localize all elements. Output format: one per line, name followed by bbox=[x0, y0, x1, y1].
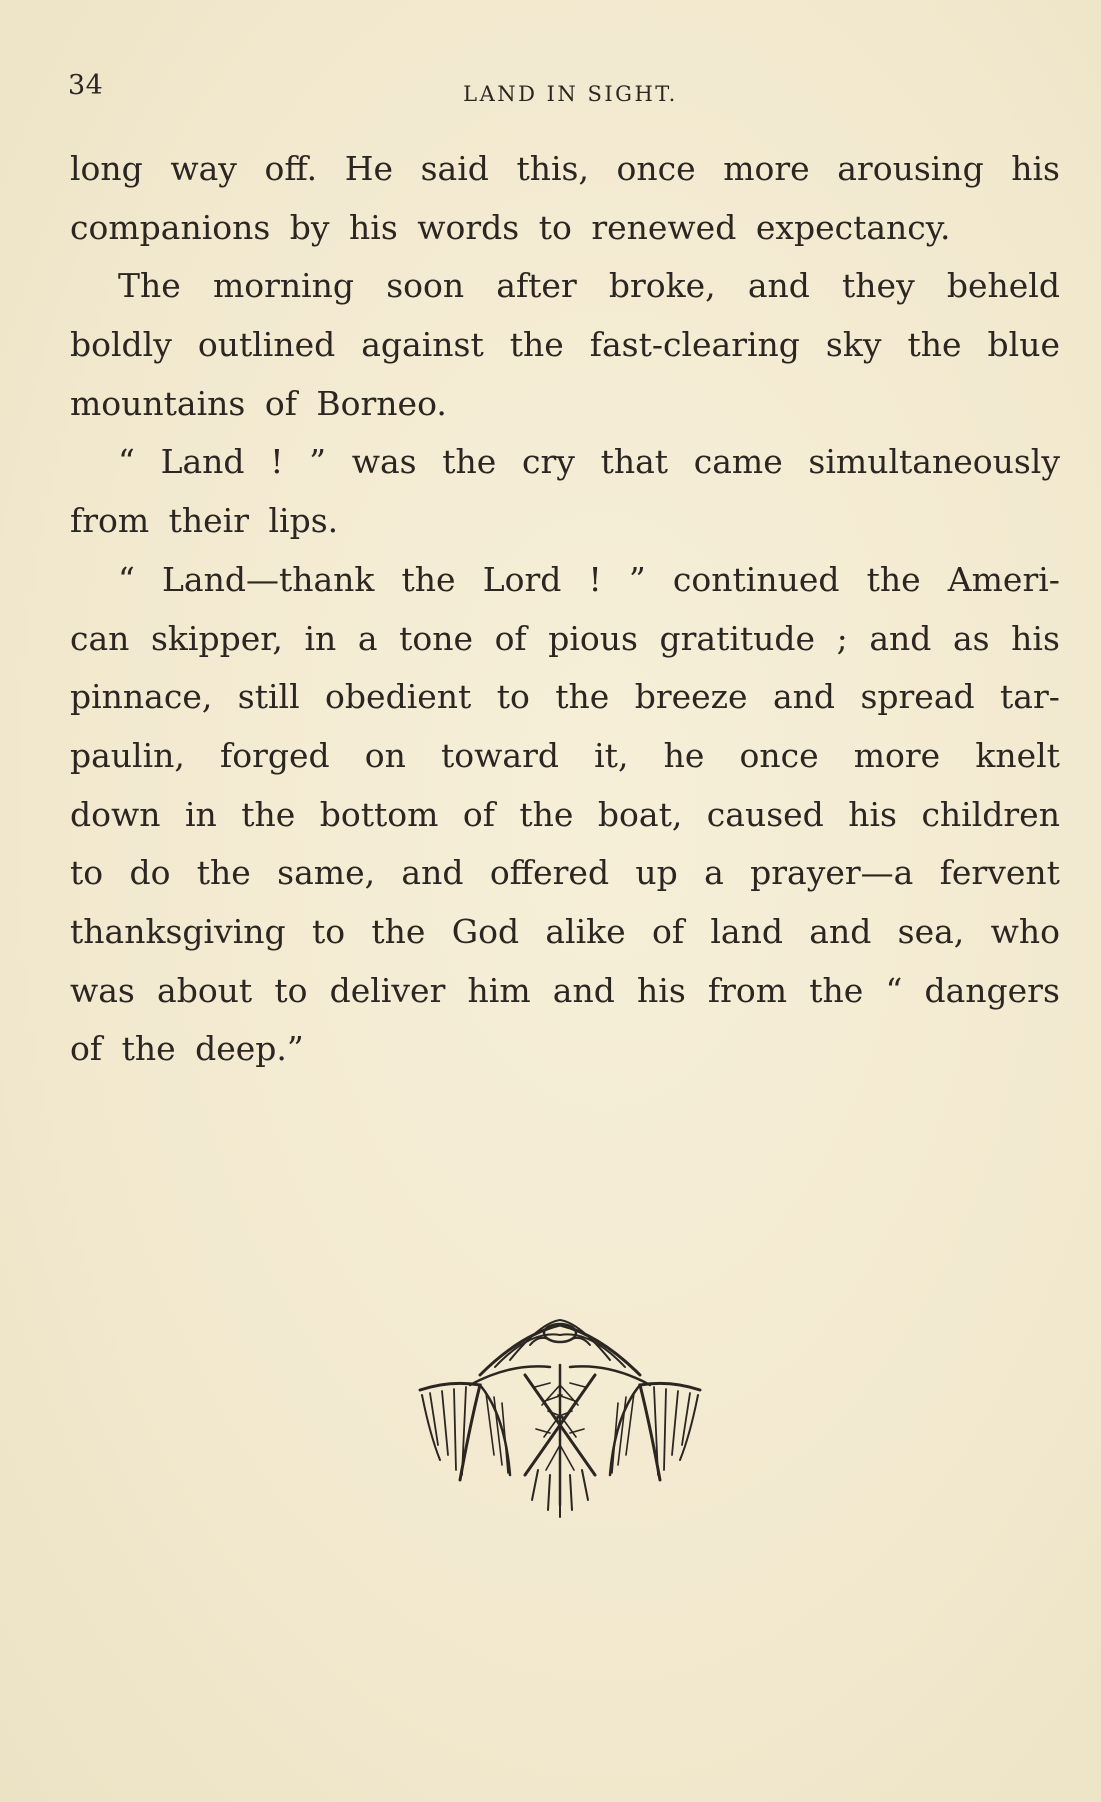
word: sky bbox=[825, 325, 882, 365]
word: fervent bbox=[939, 853, 1060, 893]
word: to bbox=[496, 677, 530, 717]
word: pinnace, bbox=[70, 677, 213, 717]
word: ! bbox=[588, 559, 602, 599]
word: ” bbox=[309, 442, 327, 482]
word: obedient bbox=[325, 677, 472, 717]
word: the bbox=[519, 794, 574, 834]
word: was bbox=[351, 442, 417, 482]
word: the bbox=[555, 677, 610, 717]
word: and bbox=[747, 266, 810, 306]
text-line: mountains of Borneo. bbox=[70, 383, 447, 423]
body-text bbox=[70, 140, 1060, 1079]
word: simultaneously bbox=[808, 442, 1060, 482]
word: of bbox=[494, 618, 527, 658]
text-line bbox=[70, 844, 1060, 903]
word: once bbox=[616, 149, 696, 188]
word: was bbox=[70, 970, 135, 1010]
word: boat, bbox=[597, 794, 683, 834]
word: “ bbox=[118, 442, 135, 482]
word: pious bbox=[548, 618, 638, 658]
word: spread bbox=[860, 677, 975, 717]
word: children bbox=[921, 794, 1060, 834]
word: the bbox=[809, 970, 864, 1010]
word: him bbox=[467, 970, 531, 1010]
word: and bbox=[869, 618, 932, 658]
word: his bbox=[848, 794, 897, 834]
word: ” bbox=[628, 559, 646, 599]
word: they bbox=[842, 266, 915, 306]
page-number: 34 bbox=[68, 70, 104, 101]
word: offered bbox=[489, 853, 610, 893]
word: that bbox=[600, 442, 669, 482]
word: can bbox=[70, 618, 130, 658]
word: paulin, bbox=[70, 735, 185, 775]
word: after bbox=[496, 266, 577, 306]
word: the bbox=[371, 911, 426, 951]
word: and bbox=[809, 911, 872, 951]
text-line bbox=[70, 727, 1060, 786]
word: God bbox=[451, 911, 520, 951]
word: this, bbox=[516, 149, 589, 188]
word: The bbox=[118, 266, 181, 306]
word: of bbox=[462, 794, 495, 834]
word: outlined bbox=[197, 325, 336, 365]
word: he bbox=[663, 735, 705, 775]
word: off. bbox=[264, 149, 318, 188]
word: about bbox=[157, 970, 253, 1010]
text-line bbox=[70, 316, 1060, 375]
word: “ bbox=[885, 970, 903, 1010]
word: blue bbox=[987, 325, 1060, 365]
word: on bbox=[364, 735, 406, 775]
word: ; bbox=[836, 618, 848, 658]
word: it, bbox=[594, 735, 629, 775]
word: sea, bbox=[897, 911, 965, 951]
word: the bbox=[866, 559, 921, 599]
word: “ bbox=[118, 559, 135, 599]
text-line: of the deep.” bbox=[70, 1029, 304, 1069]
word: the bbox=[509, 325, 564, 365]
word: came bbox=[693, 442, 783, 482]
word: to bbox=[311, 911, 346, 951]
word: Land—thank bbox=[162, 559, 375, 599]
word: his bbox=[637, 970, 686, 1010]
word: caused bbox=[706, 794, 824, 834]
word: fast-clearing bbox=[589, 325, 800, 365]
running-head: LAND IN SIGHT. bbox=[463, 82, 678, 106]
word: and bbox=[772, 677, 836, 717]
text-line bbox=[70, 786, 1060, 845]
word: morning bbox=[212, 266, 355, 306]
word: the bbox=[442, 442, 497, 482]
text-line: companions by his words to renewed expectancy. bbox=[70, 207, 951, 247]
text-line bbox=[70, 433, 1060, 492]
word: gratitude bbox=[659, 618, 816, 658]
word: said bbox=[420, 149, 489, 188]
word: boldly bbox=[70, 325, 172, 365]
word: toward bbox=[441, 735, 559, 775]
word: He bbox=[344, 149, 394, 188]
word: ! bbox=[270, 442, 284, 482]
word: still bbox=[237, 677, 300, 717]
word: a bbox=[704, 853, 724, 893]
word: same, bbox=[277, 853, 376, 893]
word: breeze bbox=[634, 677, 748, 717]
text-line bbox=[70, 551, 1060, 610]
word: against bbox=[361, 325, 484, 365]
word: the bbox=[401, 559, 456, 599]
word: as bbox=[952, 618, 990, 658]
text-line bbox=[70, 257, 1060, 316]
word: arousing bbox=[837, 149, 984, 188]
word: the bbox=[907, 325, 962, 365]
word: cry bbox=[522, 442, 575, 482]
word: the bbox=[196, 853, 251, 893]
word: once bbox=[739, 735, 819, 775]
word: deliver bbox=[329, 970, 446, 1010]
word: down bbox=[70, 794, 161, 834]
text-line bbox=[70, 668, 1060, 727]
word: dangers bbox=[924, 970, 1060, 1010]
word: forged bbox=[220, 735, 330, 775]
word: do bbox=[129, 853, 171, 893]
word: to bbox=[70, 853, 104, 893]
word: thanksgiving bbox=[70, 911, 286, 951]
word: continued bbox=[672, 559, 840, 599]
text-line bbox=[70, 903, 1060, 962]
word: his bbox=[1011, 149, 1060, 188]
word: way bbox=[170, 149, 237, 188]
word: from bbox=[707, 970, 788, 1010]
text-line: from their lips. bbox=[70, 501, 339, 541]
text-line bbox=[70, 140, 1060, 199]
word: more bbox=[723, 149, 810, 188]
word: land bbox=[710, 911, 783, 951]
text-line bbox=[70, 962, 1060, 1021]
word: the bbox=[241, 794, 296, 834]
word: soon bbox=[386, 266, 465, 306]
word: skipper, bbox=[150, 618, 283, 658]
word: knelt bbox=[975, 735, 1060, 775]
word: broke, bbox=[608, 266, 716, 306]
word: bottom bbox=[319, 794, 439, 834]
word: his bbox=[1011, 618, 1060, 658]
word: in bbox=[304, 618, 337, 658]
word: beheld bbox=[946, 266, 1060, 306]
text-line bbox=[70, 610, 1060, 669]
word: prayer—a bbox=[750, 853, 914, 893]
word: to bbox=[274, 970, 308, 1010]
word: Lord bbox=[482, 559, 562, 599]
word: tone bbox=[399, 618, 473, 658]
word: alike bbox=[545, 911, 626, 951]
word: and bbox=[552, 970, 615, 1010]
word: long bbox=[70, 149, 143, 188]
word: in bbox=[184, 794, 217, 834]
word: a bbox=[357, 618, 378, 658]
word: up bbox=[635, 853, 678, 893]
word: who bbox=[990, 911, 1060, 951]
fern-vignette-icon bbox=[410, 1305, 710, 1520]
word: and bbox=[401, 853, 464, 893]
word: tar- bbox=[1000, 677, 1060, 717]
word: Ameri- bbox=[947, 559, 1060, 599]
word: more bbox=[853, 735, 941, 775]
word: Land bbox=[160, 442, 245, 482]
word: of bbox=[651, 911, 685, 951]
